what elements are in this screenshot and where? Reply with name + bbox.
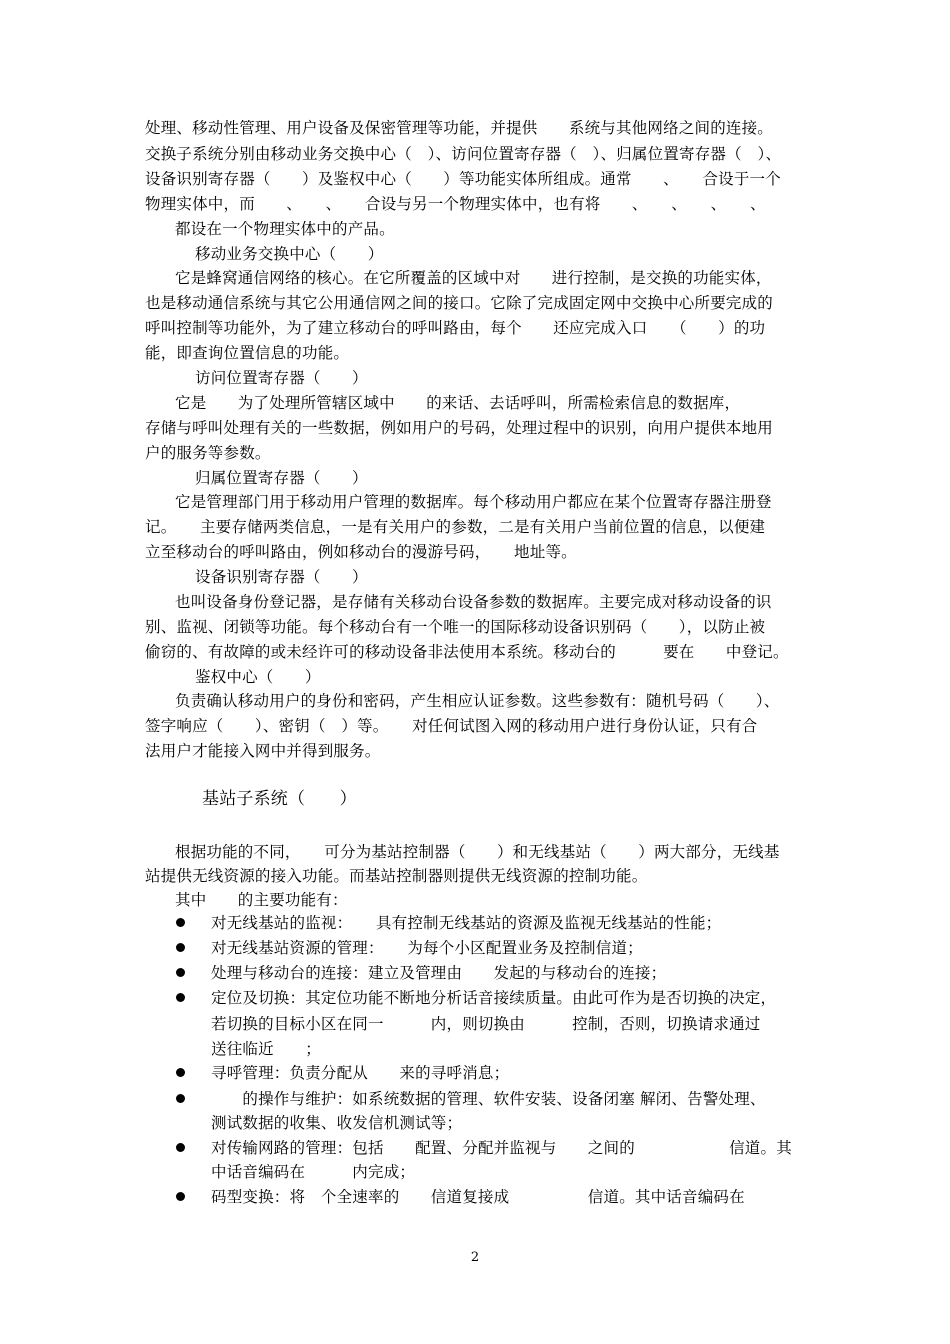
- text-line: 呼叫控制等功能外，为了建立移动台的呼叫路由，每个 还应完成入口 （ ）的功: [145, 319, 766, 337]
- bullet-dot-icon: [176, 1192, 185, 1201]
- section-heading: 设备识别寄存器（ ）: [195, 568, 368, 586]
- bullet-item: 的操作与维护：如系统数据的管理、软件安装、设备闭塞 解闭、告警处理、: [211, 1090, 766, 1108]
- text-line: 其中 的主要功能有：: [175, 891, 348, 909]
- bullet-item: 定位及切换：其定位功能不断地分析话音接续质量。由此可作为是否切换的决定，: [211, 989, 777, 1007]
- bullet-dot-icon: [176, 993, 185, 1002]
- text-line: 它是蜂窝通信网络的核心。在它所覆盖的区域中对 进行控制，是交换的功能实体，: [175, 269, 772, 287]
- text-line: 交换子系统分别由移动业务交换中心（ ）、访问位置寄存器（ ）、归属位置寄存器（ ）、: [145, 145, 782, 163]
- bullet-item-continuation: 若切换的目标小区在同一 内，则切换由 控制，否则，切换请求通过: [211, 1015, 761, 1033]
- text-line: 偷窃的、有故障的或未经许可的移动设备非法使用本系统。移动台的 要在 中登记。: [145, 643, 789, 661]
- bullet-item: 处理与移动台的连接：建立及管理由 发起的与移动台的连接；: [211, 964, 667, 982]
- text-line: 站提供无线资源的接入功能。而基站控制器则提供无线资源的控制功能。: [145, 867, 648, 885]
- bullet-item: 对无线基站的监视： 具有控制无线基站的资源及监视无线基站的性能；: [211, 914, 722, 932]
- bullet-item: 对无线基站资源的管理： 为每个小区配置业务及控制信道；: [211, 939, 643, 957]
- section-title: 基站子系统（ ）: [202, 789, 357, 809]
- bullet-dot-icon: [176, 1143, 185, 1152]
- text-line: 立至移动台的呼叫路由，例如移动台的漫游号码， 地址等。: [145, 543, 577, 561]
- bullet-item-continuation: 测试数据的收集、收发信机测试等；: [211, 1114, 463, 1132]
- bullet-dot-icon: [176, 968, 185, 977]
- bullet-item: 寻呼管理：负责分配从 来的寻呼消息；: [211, 1064, 510, 1082]
- section-heading: 移动业务交换中心（ ）: [195, 245, 384, 263]
- text-line: 都设在一个物理实体中的产品。: [175, 220, 395, 238]
- text-line: 处理、移动性管理、用户设备及保密管理等功能，并提供 系统与其他网络之间的连接。: [145, 119, 774, 137]
- section-heading: 归属位置寄存器（ ）: [195, 469, 368, 487]
- text-line: 它是管理部门用于移动用户管理的数据库。每个移动用户都应在某个位置寄存器注册登: [175, 493, 772, 511]
- text-line: 设备识别寄存器（ ）及鉴权中心（ ）等功能实体所组成。通常 、 合设于一个: [145, 170, 781, 188]
- bullet-dot-icon: [176, 1094, 185, 1103]
- page-number: 2: [470, 1250, 480, 1265]
- section-heading: 访问位置寄存器（ ）: [195, 369, 368, 387]
- text-line: 签字响应（ ）、密钥（ ）等。 对任何试图入网的移动用户进行身份认证，只有合: [145, 717, 758, 735]
- text-line: 它是 为了处理所管辖区域中 的来话、去话呼叫，所需检索信息的数据库，: [175, 394, 741, 412]
- section-heading: 鉴权中心（ ）: [195, 668, 321, 686]
- bullet-dot-icon: [176, 918, 185, 927]
- text-line: 负责确认移动用户的身份和密码，产生相应认证参数。这些参数有：随机号码（ ）、: [175, 692, 780, 710]
- text-line: 能，即查询位置信息的功能。: [145, 344, 350, 362]
- bullet-dot-icon: [176, 943, 185, 952]
- bullet-dot-icon: [176, 1068, 185, 1077]
- bullet-item: 对传输网路的管理：包括 配置、分配并监视与 之间的 信道。其: [211, 1139, 792, 1157]
- text-line: 物理实体中，而 、 、 合设与另一个物理实体中，也有将 、 、 、 、: [145, 195, 766, 213]
- text-line: 根据功能的不同， 可分为基站控制器（ ）和无线基站（ ）两大部分，无线基: [175, 843, 780, 861]
- text-line: 户的服务等参数。: [145, 444, 271, 462]
- text-line: 也叫设备身份登记器，是存储有关移动台设备参数的数据库。主要完成对移动设备的识: [175, 593, 772, 611]
- text-line: 存储与呼叫处理有关的一些数据，例如用户的号码，处理过程中的识别，向用户提供本地用: [145, 419, 774, 437]
- bullet-item: 码型变换：将 个全速率的 信道复接成 信道。其中话音编码在: [211, 1188, 745, 1206]
- text-line: 别、监视、闭锁等功能。每个移动台有一个唯一的国际移动设备识别码（ ），以防止被: [145, 618, 766, 636]
- text-line: 记。 主要存储两类信息，一是有关用户的参数，二是有关用户当前位置的信息，以便建: [145, 518, 766, 536]
- text-line: 也是移动通信系统与其它公用通信网之间的接口。它除了完成固定网中交换中心所要完成的: [145, 294, 774, 312]
- text-line: 法用户才能接入网中并得到服务。: [145, 742, 381, 760]
- bullet-item-continuation: 送往临近 ；: [211, 1040, 321, 1058]
- bullet-item-continuation: 中话音编码在 内完成；: [211, 1163, 416, 1181]
